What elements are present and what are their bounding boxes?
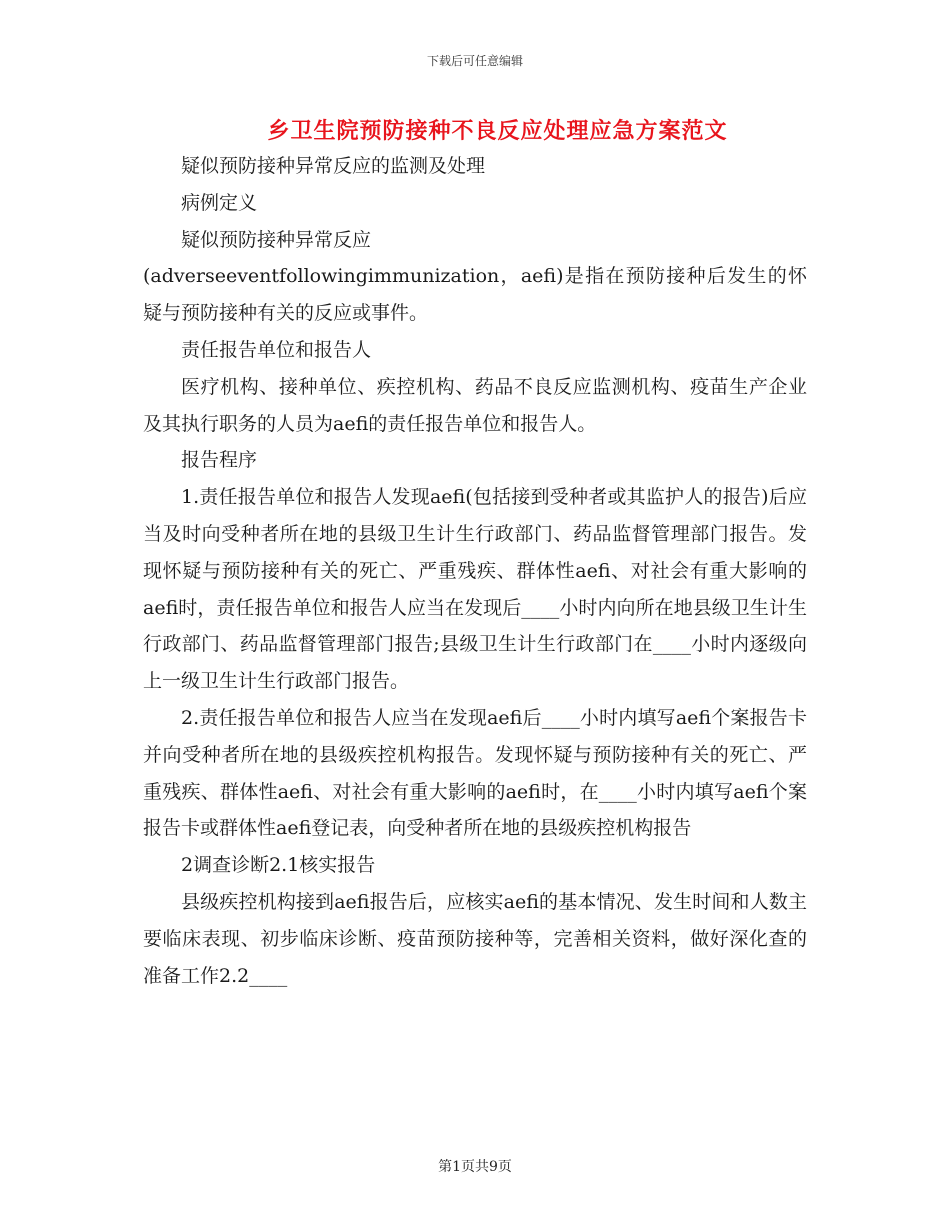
section-heading-investigation: 2调查诊断2.1核实报告 xyxy=(181,854,376,877)
page-number: 第1页共9页 xyxy=(438,1159,512,1175)
paragraph-reporters: 医疗机构、接种单位、疾控机构、药品不良反应监测机构、疫苗生产企业及其执行职务的人员为aefi的责任报告单位和报告人。 xyxy=(143,375,807,435)
section-heading-reporters: 责任报告单位和报告人 xyxy=(181,338,372,361)
section-heading-monitoring: 疑似预防接种异常反应的监测及处理 xyxy=(181,155,486,177)
header-note: 下载后可任意编辑 xyxy=(426,54,523,68)
section-heading-procedure: 报告程序 xyxy=(181,449,258,472)
paragraph-procedure-1: 1.责任报告单位和报告人发现aefi(包括接到受种者或其监护人的报告)后应当及时向受种者所在地的县级卫生计生行政部门、药品监督管理部门报告。发现怀疑与预防接种有关的死亡、严重残疾、群体性aefi、对社会有重大影响的aefi时，责任报告单位和报告人应当在发现后____小时内向所在地县级卫生计生行政部门、药品监督管理部门报告;县级卫生计生行政部门在____小时内逐级向上一级卫生计生行政部门报告。 xyxy=(143,486,807,693)
paragraph-aefi-definition: (adverseeventfollowingimmunization，aefi)是指在预防接种后发生的怀疑与预防接种有关的反应或事件。 xyxy=(143,265,807,325)
term-aefi: 疑似预防接种异常反应 xyxy=(181,228,372,251)
paragraph-verify-report: 县级疾控机构接到aefi报告后，应核实aefi的基本情况、发生时间和人数主要临床表现、初步临床诊断、疫苗预防接种等，完善相关资料，做好深化查的准备工作2.2____ xyxy=(143,890,807,987)
document-body xyxy=(143,148,807,994)
paragraph-procedure-2: 2.责任报告单位和报告人应当在发现aefi后____小时内填写aefi个案报告卡并向受种者所在地的县级疾控机构报告。发现怀疑与预防接种有关的死亡、严重残疾、群体性aefi、对社会有重大影响的aefi时，在____小时内填写aefi个案报告卡或群体性aefi登记表，向受种者所在地的县级疾控机构报告 xyxy=(143,706,807,840)
document-title: 乡卫生院预防接种不良反应处理应急方案范文 xyxy=(267,118,728,144)
section-heading-case-definition: 病例定义 xyxy=(181,191,258,214)
